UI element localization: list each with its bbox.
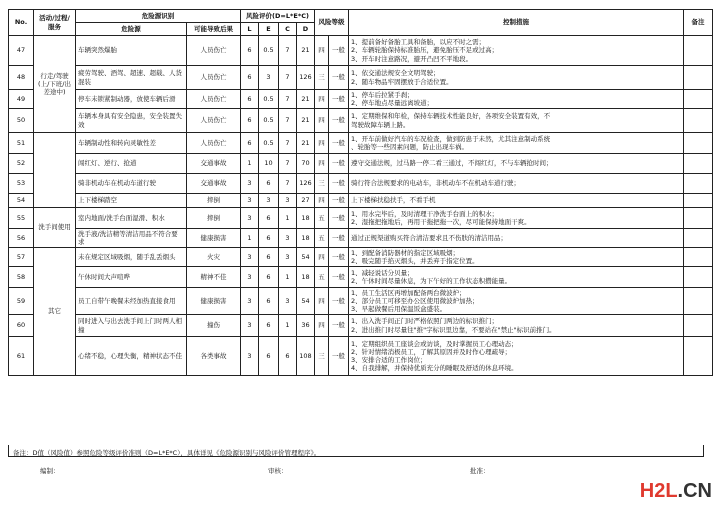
value-L: 1 (241, 229, 259, 248)
value-E: 3 (259, 66, 279, 90)
control-measures (349, 90, 684, 109)
measure-line: 1、定期组织员工座谈会或访谈，及时掌握员工心理动态； (351, 339, 518, 348)
value-D: 18 (297, 229, 315, 248)
risk-level: 一般 (329, 174, 349, 194)
remark-cell (684, 267, 713, 288)
activity-cell (34, 133, 76, 208)
risk-level: 一般 (329, 133, 349, 154)
value-D: 126 (297, 66, 315, 90)
remark-cell (684, 194, 713, 208)
risk-grade: 四 (315, 133, 329, 154)
value-L: 6 (241, 36, 259, 66)
remark-cell (684, 90, 713, 109)
table-row (9, 194, 713, 208)
hazard-cell: 车辆本身具有安全隐患，安全装置失效 (76, 109, 187, 133)
table-row (9, 109, 713, 133)
value-C: 3 (279, 229, 297, 248)
control-measures (349, 36, 684, 66)
value-L: 3 (241, 248, 259, 267)
value-L: 3 (241, 267, 259, 288)
risk-table (8, 9, 713, 376)
measure-line: 1、出入洗手间正门时严格依照门两边的标识推门； (351, 317, 499, 326)
measure-line: 1、到配备消防器材的指定区域吸烟； (351, 248, 460, 257)
consequence-cell: 人员伤亡 (187, 36, 241, 66)
footnote: 备注：D值（风险值）参照危险等级评价准则（D=L*E*C），具体详见《危险源识别与风险评价管理程序》。 (8, 445, 704, 457)
risk-grade: 三 (315, 174, 329, 194)
consequence-cell: 撞伤 (187, 315, 241, 337)
consequence-cell: 火灾 (187, 248, 241, 267)
consequence-cell: 人员伤亡 (187, 90, 241, 109)
measure-line: 3、开车时注意路况，避开凸凹不平地段。 (351, 54, 473, 63)
table-row (9, 267, 713, 288)
consequence-cell: 摔倒 (187, 194, 241, 208)
value-L: 3 (241, 194, 259, 208)
header-hazard-group: 危险源识别 (76, 10, 241, 23)
control-measures (349, 154, 684, 174)
measure-line: 2、午休时间尽量休息，为下午好的工作状态积攒能量。 (351, 277, 512, 285)
risk-level: 一般 (329, 194, 349, 208)
logo-red-text: H2L (639, 480, 678, 502)
control-measures (349, 109, 684, 133)
value-L: 3 (241, 288, 259, 315)
measure-line: 3、安排合适的工作岗位； (351, 356, 427, 364)
consequence-cell: 人员伤亡 (187, 66, 241, 90)
table-row (9, 133, 713, 154)
table-row (9, 174, 713, 194)
risk-grade: 四 (315, 315, 329, 337)
measure-line: 2、湿拖把拖地后，再用干拖把拖一次，尽可能保持地面干爽。 (351, 218, 531, 226)
control-measures (349, 133, 684, 154)
value-D: 54 (297, 248, 315, 267)
table-row (9, 66, 713, 90)
remark-cell (684, 248, 713, 267)
risk-grade: 五 (315, 267, 329, 288)
measure-line: 2、车辆轮胎保持标准胎压，避免胎压不足或过高； (351, 46, 499, 55)
row-number: 57 (9, 248, 34, 267)
value-L: 1 (241, 154, 259, 174)
hazard-cell: 车辆制动性和转向灵敏性差 (76, 133, 187, 154)
value-D: 18 (297, 208, 315, 229)
measure-line: 通过正规渠道购买符合清洁要求且不伤肤的清洁用品； (351, 233, 507, 242)
measure-line: 1、依交通法规安全文明驾驶； (351, 69, 440, 78)
remark-cell (684, 36, 713, 66)
header-risk-group: 风险评价(D=L*E*C) (241, 10, 315, 23)
remark-cell (684, 337, 713, 376)
table-row (9, 90, 713, 109)
value-L: 6 (241, 133, 259, 154)
measure-line: 1、停车后拉紧手刹； (351, 90, 414, 99)
row-number: 61 (9, 337, 34, 376)
hazard-cell: 心绪不稳，心理失衡，精神状态不佳 (76, 337, 187, 376)
control-measures (349, 337, 684, 376)
consequence-cell: 各类事故 (187, 337, 241, 376)
value-C: 1 (279, 208, 297, 229)
control-measures (349, 194, 684, 208)
risk-level: 一般 (329, 109, 349, 133)
consequence-cell: 交通事故 (187, 154, 241, 174)
measure-line: 1、减轻说话分贝量； (351, 268, 414, 277)
value-E: 0.5 (259, 109, 279, 133)
consequence-cell: 健康损害 (187, 288, 241, 315)
risk-level: 一般 (329, 154, 349, 174)
header-E: E (259, 23, 279, 36)
risk-grade: 四 (315, 248, 329, 267)
risk-level: 一般 (329, 267, 349, 288)
value-E: 6 (259, 248, 279, 267)
measure-line: 2、随车物品牢固摆放于合适位置。 (351, 77, 453, 86)
value-E: 6 (259, 174, 279, 194)
value-L: 3 (241, 337, 259, 376)
row-number: 50 (9, 109, 34, 133)
risk-grade: 四 (315, 109, 329, 133)
risk-grade: 四 (315, 154, 329, 174)
risk-grade: 四 (315, 288, 329, 315)
measure-line: 上下楼梯扶稳扶手，不看手机 (351, 196, 436, 205)
risk-grade: 三 (315, 66, 329, 90)
header-L: L (241, 23, 259, 36)
value-C: 7 (279, 174, 297, 194)
value-E: 6 (259, 267, 279, 288)
hazard-cell: 未在规定区域吸烟，随手乱丢烟头 (76, 248, 187, 267)
table-row (9, 337, 713, 376)
value-L: 6 (241, 109, 259, 133)
risk-level: 一般 (329, 208, 349, 229)
remark-cell (684, 174, 713, 194)
header-C: C (279, 23, 297, 36)
consequence-cell: 交通事故 (187, 174, 241, 194)
measure-line: 2、部分员工可移至办公区使用微波炉加热； (351, 296, 479, 305)
table-row (9, 248, 713, 267)
remark-cell (684, 288, 713, 315)
control-measures (349, 267, 684, 288)
value-E: 3 (259, 194, 279, 208)
row-number: 54 (9, 194, 34, 208)
hazard-cell: 洗手液/洗洁精等清洁用品不符合要求 (76, 229, 187, 248)
header-D: D (297, 23, 315, 36)
row-number: 60 (9, 315, 34, 337)
risk-level: 一般 (329, 288, 349, 315)
header-control: 控制措施 (349, 10, 684, 36)
value-E: 6 (259, 288, 279, 315)
value-E: 6 (259, 337, 279, 376)
measure-line: 遵守交通法规，过马路一停二看三通过，不闯红灯，不与车辆抢时间； (351, 159, 553, 168)
risk-grade: 五 (315, 208, 329, 229)
remark-cell (684, 133, 713, 154)
value-C: 7 (279, 154, 297, 174)
value-E: 6 (259, 208, 279, 229)
value-E: 6 (259, 229, 279, 248)
row-number: 49 (9, 90, 34, 109)
site-logo (640, 480, 712, 503)
risk-level: 一般 (329, 337, 349, 376)
value-E: 0.5 (259, 133, 279, 154)
row-number: 55 (9, 208, 34, 229)
value-D: 126 (297, 174, 315, 194)
table-row (9, 36, 713, 66)
table-row (9, 229, 713, 248)
value-D: 21 (297, 133, 315, 154)
remark-cell (684, 208, 713, 229)
row-number: 51 (9, 133, 34, 154)
hazard-cell: 疲劳驾驶、酒驾、超速、超载、人货混装 (76, 66, 187, 90)
control-measures (349, 174, 684, 194)
control-measures (349, 315, 684, 337)
risk-grade: 四 (315, 90, 329, 109)
value-D: 21 (297, 90, 315, 109)
control-measures (349, 248, 684, 267)
value-D: 108 (297, 337, 315, 376)
measure-line: 1、定期维保和年检，保持车辆技术性能良好，各项安全装置有效，不 (351, 112, 551, 121)
value-C: 7 (279, 133, 297, 154)
value-C: 3 (279, 248, 297, 267)
table-row (9, 154, 713, 174)
header-level: 风险等级 (315, 10, 349, 36)
value-D: 70 (297, 154, 315, 174)
hazard-cell: 同时进入与出去洗手间上门时两人相撞 (76, 315, 187, 337)
risk-level: 一般 (329, 90, 349, 109)
control-measures (349, 229, 684, 248)
measure-line: 2、针对情绪消极员工，了解其原因并及时作心理疏导； (351, 347, 512, 356)
prepared-label: 编制： (40, 467, 60, 475)
measure-line: 1、员工生活区再增加配备两台微波炉； (351, 288, 466, 297)
measure-line: 2、停车地点尽量远离坡道； (351, 99, 434, 107)
activity-cell: 洗手间使用 (34, 208, 76, 248)
risk-grade: 四 (315, 194, 329, 208)
control-measures (349, 288, 684, 315)
table-row (9, 208, 713, 229)
reviewed-label: 审核： (268, 467, 288, 475)
approved-label: 批准： (470, 467, 490, 475)
risk-level: 一般 (329, 248, 349, 267)
measure-line: 骑行符合法规要求的电动车，非机动车不在机动车道行驶； (351, 179, 520, 188)
hazard-cell: 闯红灯、逆行、抢道 (76, 154, 187, 174)
hazard-cell: 骑非机动车在机动车道行驶 (76, 174, 187, 194)
hazard-cell: 车辆突然爆胎 (76, 36, 187, 66)
row-number: 53 (9, 174, 34, 194)
measure-line: 驾驶故障车辆上路。 (351, 120, 410, 129)
logo-dark-text: .CN (677, 480, 712, 502)
value-L: 3 (241, 315, 259, 337)
risk-level: 一般 (329, 229, 349, 248)
header-no: No. (9, 10, 34, 36)
measure-line: 4、自我排解，并保持优质充分的睡眠及舒适的休息环境。 (351, 364, 518, 373)
value-C: 7 (279, 66, 297, 90)
row-number: 47 (9, 36, 34, 66)
remark-cell (684, 66, 713, 90)
risk-grade: 五 (315, 229, 329, 248)
hazard-cell: 室内地面/洗手台面湿滑、积水 (76, 208, 187, 229)
value-D: 21 (297, 36, 315, 66)
value-L: 6 (241, 90, 259, 109)
control-measures (349, 208, 684, 229)
value-C: 3 (279, 194, 297, 208)
value-D: 36 (297, 315, 315, 337)
measure-line: 2、进出推门时尽量往"推"字标识里边靠，不要站在"禁止"标识前推门。 (351, 325, 556, 334)
value-C: 6 (279, 337, 297, 376)
activity-cell: 其它 (34, 248, 76, 376)
hazard-cell: 员工自带午晚餐未经加热直接食用 (76, 288, 187, 315)
value-C: 1 (279, 267, 297, 288)
consequence-cell: 摔倒 (187, 208, 241, 229)
value-E: 6 (259, 315, 279, 337)
remark-cell (684, 154, 713, 174)
row-number: 58 (9, 267, 34, 288)
risk-grade: 三 (315, 337, 329, 376)
header-hazard: 危险源 (76, 23, 187, 36)
value-E: 10 (259, 154, 279, 174)
row-number: 56 (9, 229, 34, 248)
value-E: 0.5 (259, 36, 279, 66)
value-E: 0.5 (259, 90, 279, 109)
table-row (9, 288, 713, 315)
consequence-cell: 精神不佳 (187, 267, 241, 288)
control-measures (349, 66, 684, 90)
value-D: 27 (297, 194, 315, 208)
header-consequence: 可能导致后果 (187, 23, 241, 36)
value-C: 3 (279, 288, 297, 315)
risk-level: 一般 (329, 315, 349, 337)
value-C: 7 (279, 36, 297, 66)
value-C: 7 (279, 109, 297, 133)
risk-grade: 四 (315, 36, 329, 66)
consequence-cell: 人员伤亡 (187, 133, 241, 154)
value-D: 18 (297, 267, 315, 288)
value-L: 3 (241, 208, 259, 229)
table-body (9, 36, 713, 376)
measure-line: 1、提前备好备胎工具和备胎，以应不时之需； (351, 38, 486, 47)
header-remark: 备注 (684, 10, 713, 36)
hazard-cell: 上下楼梯踏空 (76, 194, 187, 208)
value-L: 6 (241, 66, 259, 90)
activity-cell: 行走/驾驶(上/下班/出差途中) (34, 36, 76, 133)
table-row (9, 315, 713, 337)
consequence-cell: 人员伤亡 (187, 109, 241, 133)
consequence-cell: 健康损害 (187, 229, 241, 248)
remark-cell (684, 109, 713, 133)
risk-level: 一般 (329, 36, 349, 66)
row-number: 48 (9, 66, 34, 90)
remark-cell (684, 229, 713, 248)
row-number: 52 (9, 154, 34, 174)
value-L: 3 (241, 174, 259, 194)
measure-line: 3、早起做餐后用保温饭盒盛装。 (351, 305, 447, 314)
row-number: 59 (9, 288, 34, 315)
remark-cell (684, 315, 713, 337)
risk-level: 一般 (329, 66, 349, 90)
value-C: 7 (279, 90, 297, 109)
value-C: 1 (279, 315, 297, 337)
header-activity: 活动/过程/服务 (34, 10, 76, 36)
measure-line: 、轮胎等一些因素问题，防止出现车祸。 (351, 143, 468, 151)
hazard-cell: 午休时间大声喧哗 (76, 267, 187, 288)
measure-line: 2、吸完随手掐灭烟头，并丢弃于指定位置。 (351, 257, 479, 265)
hazard-cell: 停车未锁紧制动器，放使车辆后滑 (76, 90, 187, 109)
value-D: 54 (297, 288, 315, 315)
measure-line: 1、开车前做好汽车的车况检查，做到防患于未然，尤其注意制动系统 (351, 134, 551, 143)
value-D: 21 (297, 109, 315, 133)
measure-line: 1、用水完毕后，及时清理干净洗手台面上的积水； (351, 209, 499, 218)
